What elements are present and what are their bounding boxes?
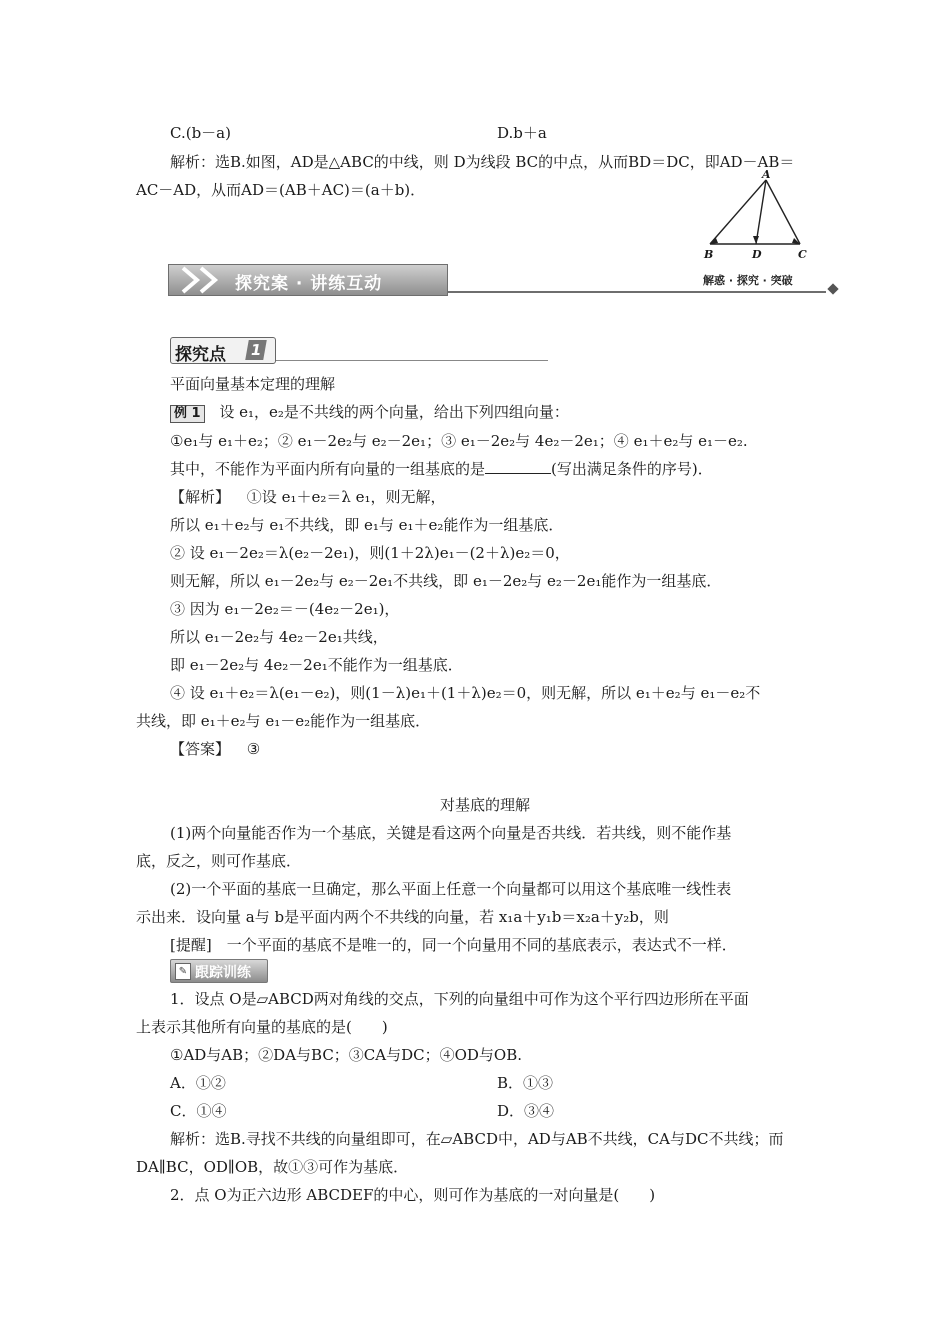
solution-head: 【解析】 xyxy=(170,488,231,506)
example-groups: ①e₁与 e₁＋e₂；② e₁－2e₂与 e₂－2e₁；③ e₁－2e₂与 4e₂－2e₁；④ e₁＋e₂与 e₁－e₂. xyxy=(170,432,748,450)
solution-line-1 xyxy=(170,487,446,507)
solution-line-3: ② 设 e₁－2e₂＝λ(e₂－2e₁)，则(1＋2λ)e₁－(2＋λ)e₂＝0， xyxy=(170,544,570,562)
solution-line-6: 所以 e₁－2e₂与 4e₂－2e₁共线， xyxy=(170,628,388,646)
q1-option-c: C．①④ xyxy=(170,1102,227,1120)
option-d: D.b＋a xyxy=(497,124,547,142)
banner-box xyxy=(168,264,448,296)
label-b: B xyxy=(704,248,714,261)
solution-line-8: ④ 设 e₁＋e₂＝λ(e₁－e₂)，则(1－λ)e₁＋(1＋λ)e₂＝0，则无解，所以 e₁＋e₂与 e₁－e₂不 xyxy=(170,684,761,702)
note-p2-line-2: 示出来．设向量 a与 b是平面内两个不共线的向量，若 x₁a＋y₁b＝x₂a＋y₂b，则 xyxy=(136,908,669,926)
answer-value: ③ xyxy=(246,740,261,758)
note-p1-line-2: 底，反之，则可作基底． xyxy=(136,852,302,870)
practice-label-box xyxy=(170,959,268,983)
note-p2-line-1: (2)一个平面的基底一旦确定，那么平面上任意一个向量都可以用这个基底唯一线性表 xyxy=(170,880,732,898)
section-tag xyxy=(170,337,276,364)
solution-line-2: 所以 e₁＋e₂与 e₁不共线，即 e₁与 e₁＋e₂能作为一组基底． xyxy=(170,516,564,534)
solution-line-7: 即 e₁－2e₂与 4e₂－2e₁不能作为一组基底． xyxy=(170,656,463,674)
q1-groups: ①AD与AB；②DA与BC；③CA与DC；④OD与OB. xyxy=(170,1046,523,1064)
solution-step-1: ①设 e₁＋e₂＝λ e₁，则无解， xyxy=(246,488,446,506)
solution-line-5: ③ 因为 e₁－2e₂＝－(4e₂－2e₁)， xyxy=(170,600,400,618)
q1-line-1: 1．设点 O是▱ABCD两对角线的交点，下列的向量组中可作为这个平行四边形所在平面 xyxy=(170,990,749,1008)
banner-rule xyxy=(448,291,826,293)
example-stem: 设 e₁，e₂是不共线的两个向量，给出下列四组向量： xyxy=(219,403,569,421)
section-tag-number: 1 xyxy=(245,340,267,360)
triangle-figure xyxy=(700,168,812,264)
analysis-line-1: 解析：选B.如图，AD是△ABC的中线，则 D为线段 BC的中点，从而BD＝DC，即AD－AB＝ xyxy=(170,153,795,171)
notebook-icon: ✎ xyxy=(175,963,191,980)
banner-subtitle: 解惑 · 探究 · 突破 xyxy=(703,274,793,287)
label-c: C xyxy=(798,248,807,261)
chevron-right-icon xyxy=(173,265,233,295)
solution-line-4: 则无解，所以 e₁－2e₂与 e₂－2e₁不共线，即 e₁－2e₂与 e₂－2e₁能作为一组基底． xyxy=(170,572,722,590)
note-p1-line-1: (1)两个向量能否作为一个基底，关键是看这两个向量是否共线．若共线，则不能作基 xyxy=(170,824,732,842)
example-stem-line xyxy=(170,402,569,423)
label-a: A xyxy=(762,168,771,181)
example-label: 例 1 xyxy=(170,405,205,423)
example-question xyxy=(170,459,713,479)
q1-line-2: 上表示其他所有向量的基底的是( ) xyxy=(136,1018,388,1036)
answer-head: 【答案】 xyxy=(170,740,231,758)
section-banner xyxy=(168,264,840,298)
q1-option-d: D．③④ xyxy=(497,1102,555,1120)
note-title: 对基底的理解 xyxy=(440,796,531,814)
answer-blank xyxy=(485,459,551,474)
example-question-text: 其中，不能作为平面内所有向量的一组基底的是 xyxy=(170,460,486,478)
solution-line-9: 共线，即 e₁＋e₂与 e₁－e₂能作为一组基底． xyxy=(136,712,431,730)
practice-label: 跟踪训练 xyxy=(195,965,251,981)
option-c: C.(b－a) xyxy=(170,124,231,142)
label-d: D xyxy=(752,248,762,261)
example-question-tail: (写出满足条件的序号)． xyxy=(551,460,713,478)
section-heading: 平面向量基本定理的理解 xyxy=(170,375,336,393)
q1-option-b: B．①③ xyxy=(497,1074,554,1092)
banner-title: 探究案 · 讲练互动 xyxy=(235,274,383,294)
q1-analysis-2: DA∥BC，OD∥OB，故①③可作为基底． xyxy=(136,1158,409,1176)
section-tag-rule xyxy=(276,360,548,361)
section-tag-label: 探究点 xyxy=(175,345,226,365)
q2-stem: 2．点 O为正六边形 ABCDEF的中心，则可作为基底的一对向量是( ) xyxy=(170,1186,656,1204)
analysis-line-2: AC－AD，从而AD＝(AB＋AC)＝(a＋b)． xyxy=(136,181,426,199)
q1-option-a: A．①② xyxy=(170,1074,226,1092)
diamond-icon xyxy=(827,283,838,294)
answer-line xyxy=(170,739,260,759)
q1-analysis-1: 解析：选B.寻找不共线的向量组即可，在▱ABCD中，AD与AB不共线，CA与DC不共线；而 xyxy=(170,1130,784,1148)
note-tip: [提醒] 一个平面的基底不是唯一的，同一个向量用不同的基底表示，表达式不一样． xyxy=(170,936,737,954)
